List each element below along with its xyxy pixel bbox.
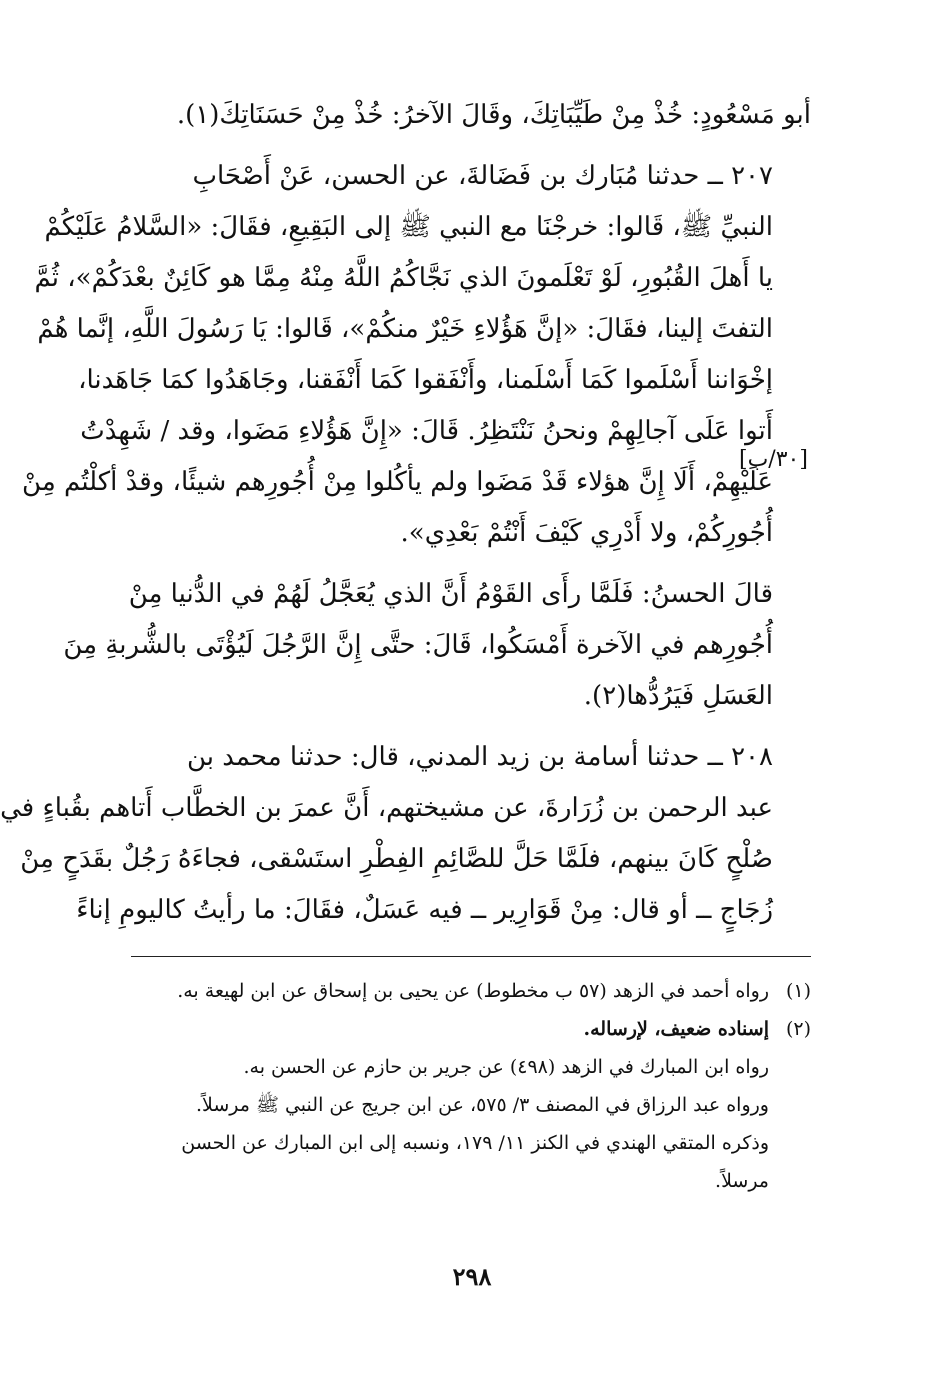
- paragraph-continuation: [131, 90, 811, 141]
- text-line: ٢٠٨ ــ حدثنا أسامة بن زيد المدني، قال: حدثنا محمد بن: [186, 742, 773, 772]
- text-line: يا أَهلَ القُبُورِ، لَوْ تَعْلَمونَ الذي نَجَّاكُمُ اللَّهُ مِنْهُ مِمَّا هو كَائِنٌ بعْدَكُمْ»، ثُمَّ: [34, 263, 773, 293]
- paragraph-hadith-208: [0, 732, 811, 936]
- text-line: قالَ الحسنُ: فَلَمَّا رأَى القَوْمُ أَنَّ الذي يُعَجَّلُ لَهُمْ في الدُّنيا مِنْ: [128, 579, 773, 609]
- text-line: ٢٠٧ ــ حدثنا مُبَارك بن فَضَالةَ، عن الحسن، عَنْ أَصْحَابِ: [192, 161, 773, 191]
- footnote-line: مرسلاً.: [715, 1170, 769, 1192]
- text-line: زُجَاجٍ ــ أو قال: مِنْ قَوَارِير ــ فيه عَسَلٌ، فقَالَ: ما رأيتُ كاليومِ إناءً: [76, 895, 773, 925]
- footnote-text: رواه أحمد في الزهد (٥٧ ب مخطوط) عن يحيى بن إسحاق عن ابن لهيعة به.: [177, 980, 769, 1002]
- text-line: عَلَيْهِمْ، أَلَا إِنَّ هؤلاء قَدْ مَضَوا ولم يأكُلوا مِنْ أُجُورِهم شيئًا، وقدْ أكلْتُم مِنْ: [22, 467, 773, 497]
- text-line: أُجُورِكُمْ، ولا أَدْرِي كَيْفَ أَنْتُمْ بَعْدِي».: [400, 518, 773, 548]
- footnote-line: وذكره المتقي الهندي في الكنز ١١/ ١٧٩، ونسبه إلى ابن المبارك عن الحسن: [181, 1132, 769, 1154]
- text-line: إخْوَاننا أَسْلَموا كَمَا أَسْلَمنا، وأَنْفَقوا كَمَا أَنْفَقنا، وجَاهَدُوا كمَا جَاهَدنا،: [78, 365, 773, 395]
- footnote-line: ورواه عبد الرزاق في المصنف ٣/ ٥٧٥، عن ابن جريج عن النبي ﷺ مرسلاً.: [195, 1094, 769, 1116]
- text-line: صُلْحٍ كَانَ بينهم، فلَمَّا حَلَّ للصَّائِمِ الفِطْرِ استَسْقى، فجاءَهُ رَجُلٌ بقَدَحٍ مِنْ: [20, 844, 773, 874]
- text-line: أَتوا عَلَى آجالِهِمْ ونحنُ نَنْتَظِرُ. قَالَ: «إِنَّ هَؤُلاءِ مَضَوا، وقد / شَهِدْتُ: [80, 416, 773, 446]
- text-line: أبو مَسْعُودٍ: خُذْ مِنْ طَيِّبَاتِكَ، وقَالَ الآخرُ: خُذْ مِنْ حَسَنَاتِكَ(١).: [176, 100, 811, 130]
- text-line: أُجُورِهم في الآخرة أَمْسَكُوا، قَالَ: حتَّى إِنَّ الرَّجُلَ لَيُؤْتَى بالشُّربةِ مِنَ: [63, 630, 773, 660]
- footnote-number: (٢): [785, 1018, 811, 1040]
- footnote-text: إسناده ضعيف، لإرساله.: [583, 1018, 769, 1040]
- main-text: [0, 90, 811, 946]
- manuscript-folio-marker: [٣٠/ب]: [739, 447, 808, 472]
- paragraph-hadith-207: [22, 151, 811, 559]
- text-line: التفتَ إلينا، فقَالَ: «إنَّ هَؤُلاءِ خَيْرٌ منكُمْ»، قَالوا: يَا رَسُولَ اللَّهِ، إنَّما هُمْ: [37, 314, 773, 344]
- page-number: ٢٩٨: [452, 1262, 492, 1291]
- text-line: عبد الرحمن بن زُرَارةَ، عن مشيختهم، أَنَّ عمرَ بن الخطَّاب أَتاهم بقُباءٍ في: [0, 793, 773, 823]
- footnote-2: [131, 1010, 811, 1048]
- text-line: النبيِّ ﷺ، قَالوا: خرجْنَا مع النبي ﷺ إلى البَقِيعِ، فقَالَ: «السَّلامُ عَلَيْكُمْ: [44, 212, 773, 242]
- text-line: العَسَلِ فَيَرُدُّها(٢).: [583, 681, 773, 711]
- paragraph-hasan-comment: [63, 569, 811, 722]
- footnotes: [131, 972, 811, 1200]
- footnote-divider: [131, 956, 811, 957]
- footnote-line: رواه ابن المبارك في الزهد (٤٩٨) عن جرير بن حازم عن الحسن به.: [243, 1056, 769, 1078]
- footnote-number: (١): [785, 980, 811, 1002]
- footnote-1: [131, 972, 811, 1010]
